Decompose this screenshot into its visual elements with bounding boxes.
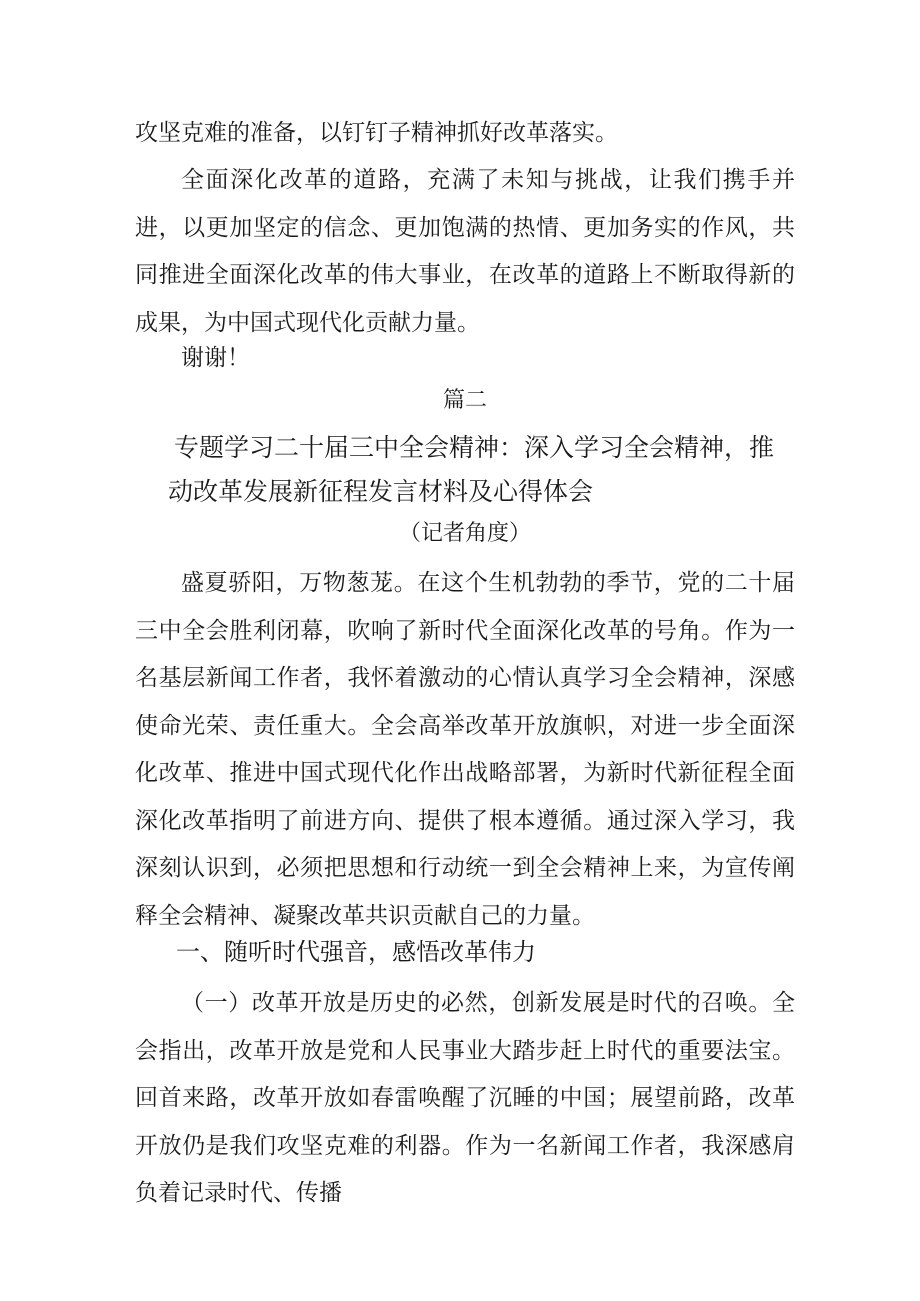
paragraph-1: （一）改革开放是历史的必然，创新发展是时代的召唤。全会指出，改革开放是党和人民事业大踏步赶上时代的重要法宝。回首来路，改革开放如春雷唤醒了沉睡的中国；展望前路，改革开放仍是我们攻坚克难的利器。作为一名新闻工作者，我深感肩负着记录时代、传播 — [135, 990, 795, 1206]
document-title: 专题学习二十届三中全会精神：深入学习全会精神，推动改革发展新征程发言材料及心得体会 — [168, 433, 775, 506]
closing-paragraph: 全面深化改革的道路，充满了未知与挑战，让我们携手并进，以更加坚定的信念、更加饱满的热情、更加务实的作风，共同推进全面深化改革的伟大事业，在改革的道路上不断取得新的成果，为中国式现代化贡献力量。 — [135, 167, 795, 336]
document-subtitle: （记者角度） — [398, 521, 531, 546]
top-fragment-paragraph: 攻坚克难的准备，以钉钉子精神抓好改革落实。 — [135, 120, 618, 146]
section-label: 篇二 — [442, 388, 487, 413]
intro-paragraph: 盛夏骄阳，万物葱茏。在这个生机勃勃的季节，党的二十届三中全会胜利闭幕，吹响了新时代全面深化改革的号角。作为一名基层新闻工作者，我怀着激动的心情认真学习全会精神，深感使命光荣、责任重大。全会高举改革开放旗帜，对进一步全面深化改革、推进中国式现代化作出战略部署，为新时代新征程全面深化改革指明了前进方向、提供了根本遵循。通过深入学习，我深刻认识到，必须把思想和行动统一到全会精神上来，为宣传阐释全会精神、凝聚改革共识贡献自己的力量。 — [135, 570, 795, 929]
thanks-line: 谢谢！ — [181, 345, 250, 371]
section-heading-1: 一、随听时代强音，感悟改革伟力 — [176, 938, 536, 966]
